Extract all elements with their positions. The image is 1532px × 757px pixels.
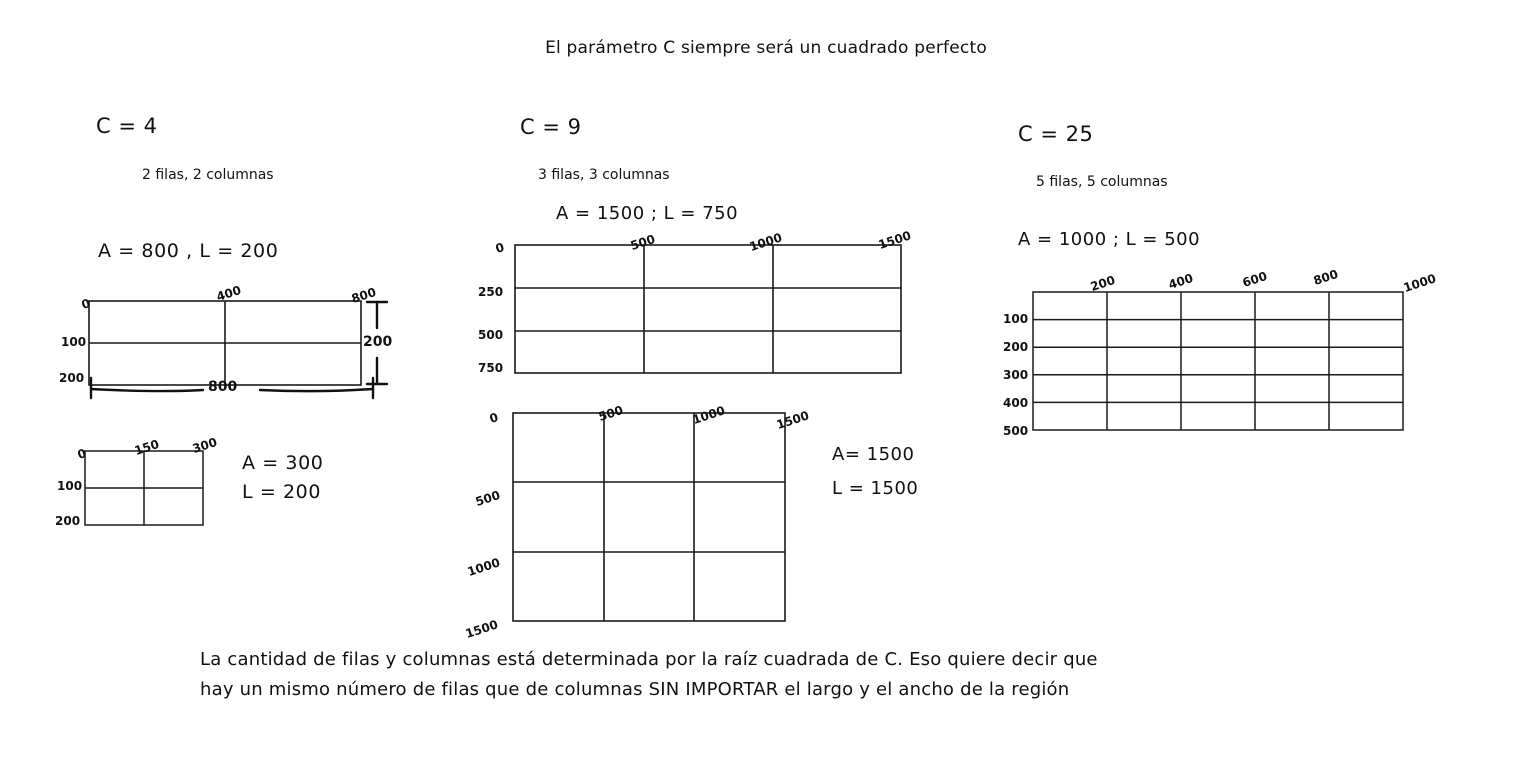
y-tick-c9-2-2: 1000	[465, 555, 502, 579]
case-label-c25: C = 25	[1018, 122, 1094, 146]
x-tick-c4-1-2: 800	[349, 284, 378, 306]
y-tick-c4-2-2: 200	[55, 514, 81, 528]
figure-equation-c9-2-line2: L = 1500	[832, 478, 919, 499]
x-tick-c4-2-2: 300	[190, 434, 219, 456]
y-tick-c25-1-2: 300	[1003, 368, 1029, 382]
grid-c9-2-svg	[512, 412, 802, 627]
figure-equation-c4-2-line2: L = 200	[242, 481, 322, 503]
y-tick-c9-1-2: 500	[478, 328, 504, 342]
grid-c4-2-svg	[84, 450, 214, 540]
x-tick-c25-1-2: 600	[1240, 268, 1269, 290]
footer-line-2: hay un mismo número de filas que de columnas SIN IMPORTAR el largo y el ancho de la región	[200, 679, 1070, 700]
figure-equation-c4-1: A = 800 , L = 200	[98, 240, 279, 262]
case-sublabel-c25: 5 filas, 5 columnas	[1036, 174, 1168, 190]
x-tick-c9-2-0: 0	[487, 410, 500, 426]
case-label-c4: C = 4	[96, 114, 158, 138]
figure-equation-c25-1: A = 1000 ; L = 500	[1018, 229, 1201, 250]
y-tick-c9-2-3: 1500	[463, 617, 500, 641]
x-tick-c9-2-3: 1500	[774, 408, 811, 432]
y-tick-c25-1-1: 200	[1003, 340, 1029, 354]
case-label-c9: C = 9	[520, 115, 582, 139]
x-tick-c25-1-4: 1000	[1401, 271, 1438, 295]
y-tick-c25-1-3: 400	[1003, 396, 1029, 410]
case-sublabel-c4: 2 filas, 2 columnas	[142, 167, 274, 183]
grid-c9-1-svg	[514, 244, 914, 384]
x-tick-c4-1-1: 400	[214, 282, 243, 304]
x-tick-c4-1-0: 0	[79, 296, 92, 312]
y-tick-c9-2-1: 500	[473, 487, 502, 509]
footer-line-1: La cantidad de filas y columnas está determinada por la raíz cuadrada de C. Eso quiere decir que	[200, 649, 1098, 670]
grid-c9-1	[514, 244, 914, 388]
x-tick-c4-2-0: 0	[75, 446, 88, 462]
x-tick-c9-2-1: 500	[596, 402, 625, 424]
x-tick-c9-1-0: 0	[493, 240, 506, 256]
y-tick-c25-1-4: 500	[1003, 424, 1029, 438]
grid-c4-2	[84, 450, 214, 544]
x-tick-c25-1-0: 200	[1088, 272, 1117, 294]
grid-c25-1-svg	[1032, 291, 1422, 436]
y-tick-c9-1-1: 250	[478, 285, 504, 299]
height-annotation-c4-1: 200	[363, 334, 393, 350]
x-tick-c9-2-2: 1000	[690, 403, 727, 427]
x-tick-c25-1-1: 400	[1166, 270, 1195, 292]
y-tick-c4-1-2: 200	[59, 371, 85, 385]
figure-equation-c9-1: A = 1500 ; L = 750	[556, 203, 739, 224]
y-tick-c25-1-0: 100	[1003, 312, 1029, 326]
y-tick-c4-1-1: 100	[61, 335, 87, 349]
y-tick-c9-1-3: 750	[478, 361, 504, 375]
page-title: El parámetro C siempre será un cuadrado perfecto	[545, 38, 987, 58]
x-tick-c4-2-1: 150	[132, 436, 161, 458]
width-annotation-c4-1: 800	[208, 379, 238, 395]
x-tick-c9-1-2: 1000	[747, 230, 784, 254]
x-tick-c9-1-1: 500	[628, 231, 657, 253]
grid-c9-2	[512, 412, 802, 631]
figure-equation-c9-2-line1: A= 1500	[832, 444, 915, 465]
x-tick-c9-1-3: 1500	[876, 228, 913, 252]
x-tick-c25-1-3: 800	[1311, 266, 1340, 288]
footer-text	[200, 645, 1320, 705]
grid-c25-1	[1032, 291, 1422, 440]
case-sublabel-c9: 3 filas, 3 columnas	[538, 167, 670, 183]
figure-equation-c4-2-line1: A = 300	[242, 452, 324, 474]
y-tick-c4-2-1: 100	[57, 479, 83, 493]
